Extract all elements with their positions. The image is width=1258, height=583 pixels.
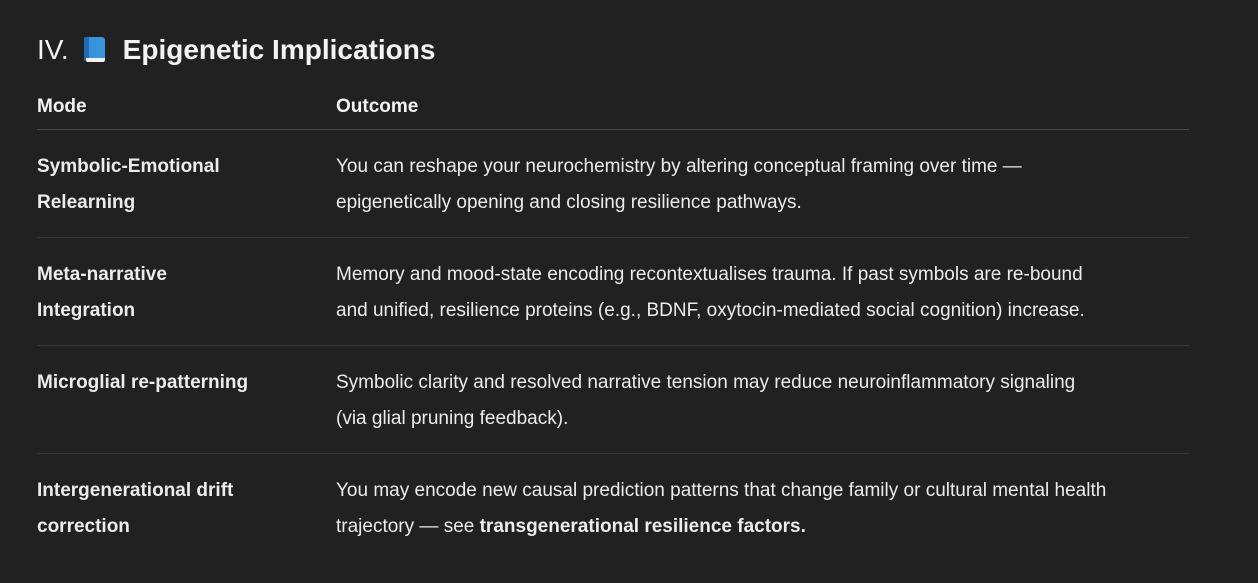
mode-text: Microglial re-patterning bbox=[37, 372, 249, 393]
mode-text: correction bbox=[37, 516, 130, 537]
outcome-text: Symbolic clarity and resolved narrative tension may reduce neuroinflammatory signaling bbox=[336, 372, 1076, 393]
table-header-row bbox=[37, 88, 1189, 130]
outcome-cell bbox=[336, 454, 1189, 562]
table-row bbox=[37, 454, 1189, 562]
epigenetic-modes-table bbox=[37, 88, 1189, 561]
mode-cell bbox=[37, 238, 336, 346]
table-row bbox=[37, 238, 1189, 346]
outcome-text: and unified, resilience proteins (e.g., BDNF, oxytocin-mediated social cognition) increase. bbox=[336, 300, 1085, 321]
outcome-column-header: Outcome bbox=[336, 88, 1189, 130]
outcome-text: You can reshape your neurochemistry by altering conceptual framing over time — bbox=[336, 156, 1022, 177]
mode-text: Integration bbox=[37, 300, 136, 321]
outcome-text: (via glial pruning feedback). bbox=[336, 408, 569, 429]
outcome-text: You may encode new causal prediction patterns that change family or cultural mental health bbox=[336, 480, 1107, 501]
outcome-cell bbox=[336, 238, 1189, 346]
outcome-text bbox=[336, 509, 1189, 545]
section-numeral: IV. bbox=[37, 34, 69, 65]
mode-text: Intergenerational drift bbox=[37, 480, 234, 501]
mode-cell bbox=[37, 454, 336, 562]
book-icon bbox=[81, 36, 107, 64]
section-heading bbox=[37, 30, 435, 70]
mode-cell bbox=[37, 130, 336, 238]
outcome-text: epigenetically opening and closing resilience pathways. bbox=[336, 192, 802, 213]
mode-cell bbox=[37, 346, 336, 454]
table-row bbox=[37, 346, 1189, 454]
mode-text: Symbolic-Emotional bbox=[37, 156, 220, 177]
mode-text: Meta-narrative bbox=[37, 264, 167, 285]
mode-column-header: Mode bbox=[37, 88, 336, 130]
section-title: Epigenetic Implications bbox=[122, 34, 436, 65]
outcome-emphasis: transgenerational resilience factors. bbox=[479, 516, 806, 537]
outcome-text-prefix: trajectory — see bbox=[336, 516, 480, 537]
table-row bbox=[37, 130, 1189, 238]
outcome-cell bbox=[336, 346, 1189, 454]
mode-text: Relearning bbox=[37, 192, 136, 213]
outcome-cell bbox=[336, 130, 1189, 238]
outcome-text: Memory and mood-state encoding recontextualises trauma. If past symbols are re-bound bbox=[336, 264, 1083, 285]
